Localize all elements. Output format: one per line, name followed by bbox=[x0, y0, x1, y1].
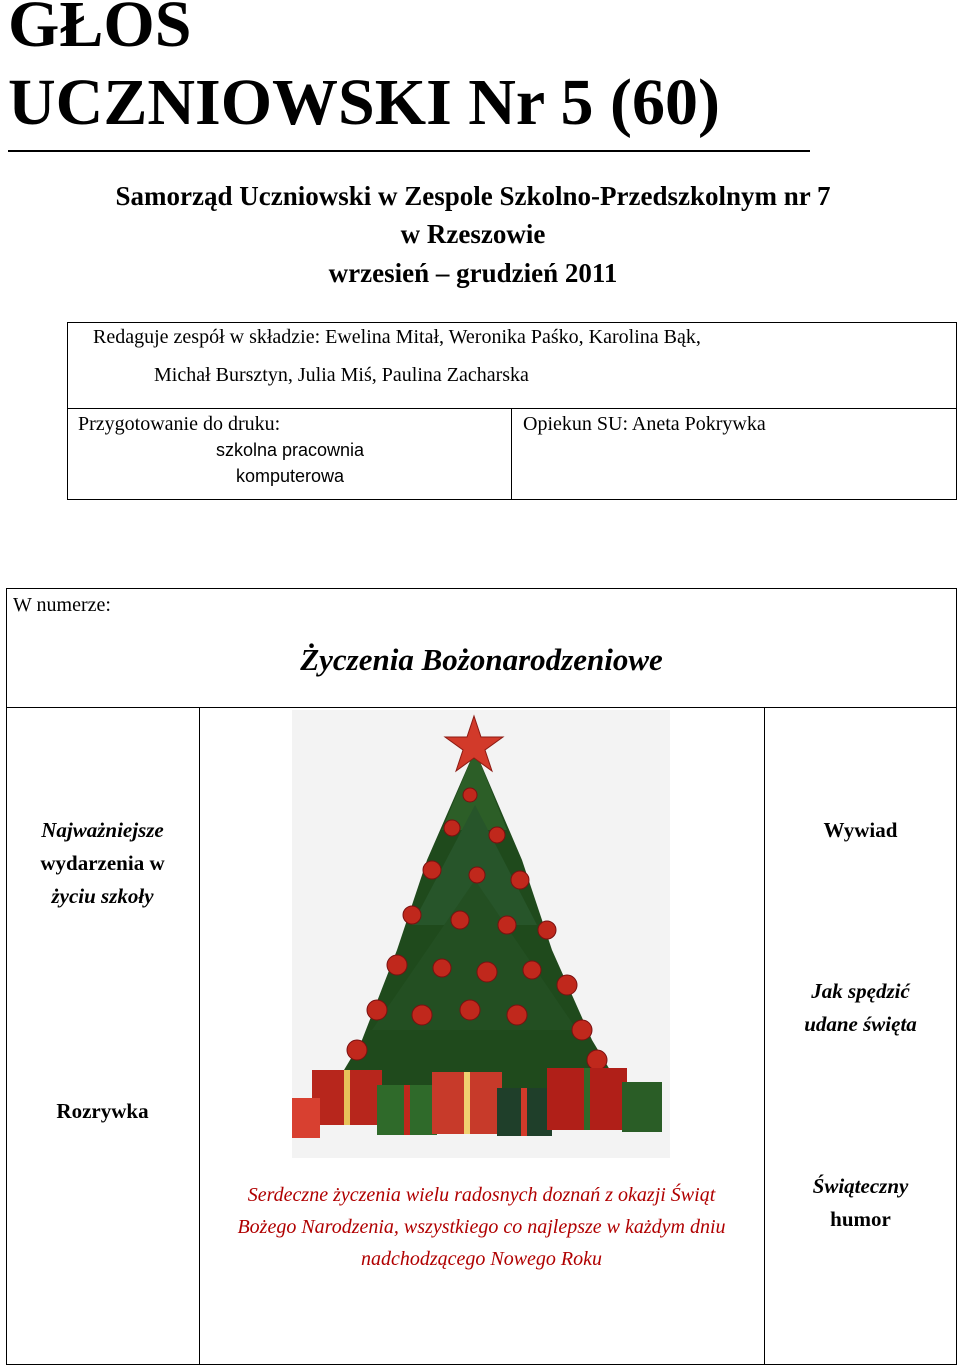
masthead-title bbox=[8, 0, 720, 142]
ornament bbox=[444, 820, 460, 836]
masthead-underline bbox=[8, 150, 810, 152]
right-middle-line-1: Jak spędzić bbox=[811, 979, 910, 1003]
present-ribbon bbox=[344, 1070, 350, 1125]
right-bottom-line-2: humor bbox=[830, 1207, 891, 1231]
christmas-wishes bbox=[199, 1179, 764, 1275]
ornament bbox=[523, 961, 541, 979]
christmas-tree-image bbox=[292, 710, 670, 1158]
ornament bbox=[477, 962, 497, 982]
left-top-line-3: życiu szkoły bbox=[51, 884, 154, 908]
ornament bbox=[433, 959, 451, 977]
publisher-line-2: w Rzeszowie bbox=[400, 219, 546, 249]
ornament bbox=[572, 1020, 592, 1040]
ornament bbox=[538, 921, 556, 939]
wish-line-3: nadchodzącego Nowego Roku bbox=[360, 1248, 603, 1270]
present-ribbon bbox=[404, 1085, 410, 1135]
wish-line-1: Serdeczne życzenia wielu radosnych doznań z okazji Świąt bbox=[247, 1184, 716, 1206]
masthead-line-2: UCZNIOWSKI Nr 5 (60) bbox=[8, 66, 720, 139]
print-value-line-1: szkolna pracownia bbox=[215, 440, 365, 460]
present bbox=[292, 1098, 320, 1138]
wish-line-2: Bożego Narodzenia, wszystkiego co najlepsze w każdym dniu bbox=[237, 1216, 726, 1238]
ornament bbox=[557, 975, 577, 995]
masthead-line-1: GŁOS bbox=[8, 0, 192, 61]
right-bottom-line-1: Świąteczny bbox=[812, 1174, 909, 1198]
present-ribbon bbox=[464, 1072, 470, 1134]
credits-column-divider bbox=[511, 408, 512, 500]
ornament bbox=[511, 871, 529, 889]
credits-divider bbox=[67, 408, 957, 409]
ornament bbox=[460, 1000, 480, 1020]
left-top-line-2: wydarzenia w bbox=[40, 851, 165, 875]
right-top-item: Wywiad bbox=[823, 818, 898, 842]
print-value-line-2: komputerowa bbox=[235, 466, 345, 486]
ornament bbox=[423, 861, 441, 879]
headline: Życzenia Bożonarodzeniowe bbox=[300, 642, 663, 677]
supervisor: Opiekun SU: Aneta Pokrywka bbox=[523, 413, 766, 435]
left-top-item bbox=[6, 814, 199, 913]
editors-line-2: Michał Bursztyn, Julia Miś, Paulina Zacharska bbox=[154, 364, 529, 386]
ornament bbox=[469, 867, 485, 883]
ornament bbox=[463, 788, 477, 802]
present bbox=[622, 1082, 662, 1132]
date-range: wrzesień – grudzień 2011 bbox=[328, 258, 618, 288]
ornament bbox=[403, 906, 421, 924]
ornament bbox=[489, 827, 505, 843]
publisher-line-1: Samorząd Uczniowski w Zespole Szkolno-Przedszkolnym nr 7 bbox=[115, 181, 831, 211]
ornament bbox=[412, 1005, 432, 1025]
present-ribbon bbox=[521, 1088, 527, 1136]
ornament bbox=[367, 1000, 387, 1020]
contents-header-divider bbox=[6, 707, 957, 708]
ornament bbox=[451, 911, 469, 929]
ornament bbox=[507, 1005, 527, 1025]
right-bottom-item bbox=[764, 1170, 957, 1236]
ornament bbox=[498, 916, 516, 934]
contents-label: W numerze: bbox=[13, 594, 111, 616]
present-ribbon bbox=[584, 1068, 590, 1130]
ornament bbox=[587, 1050, 607, 1070]
ornament bbox=[347, 1040, 367, 1060]
left-bottom-item: Rozrywka bbox=[56, 1099, 149, 1123]
print-label: Przygotowanie do druku: bbox=[78, 413, 281, 435]
editors-line-1: Redaguje zespół w składzie: Ewelina Mitał, Weronika Paśko, Karolina Bąk, bbox=[93, 326, 701, 348]
right-middle-line-2: udane święta bbox=[804, 1012, 917, 1036]
left-top-line-1: Najważniejsze bbox=[41, 818, 164, 842]
right-middle-item bbox=[764, 975, 957, 1041]
ornament bbox=[387, 955, 407, 975]
